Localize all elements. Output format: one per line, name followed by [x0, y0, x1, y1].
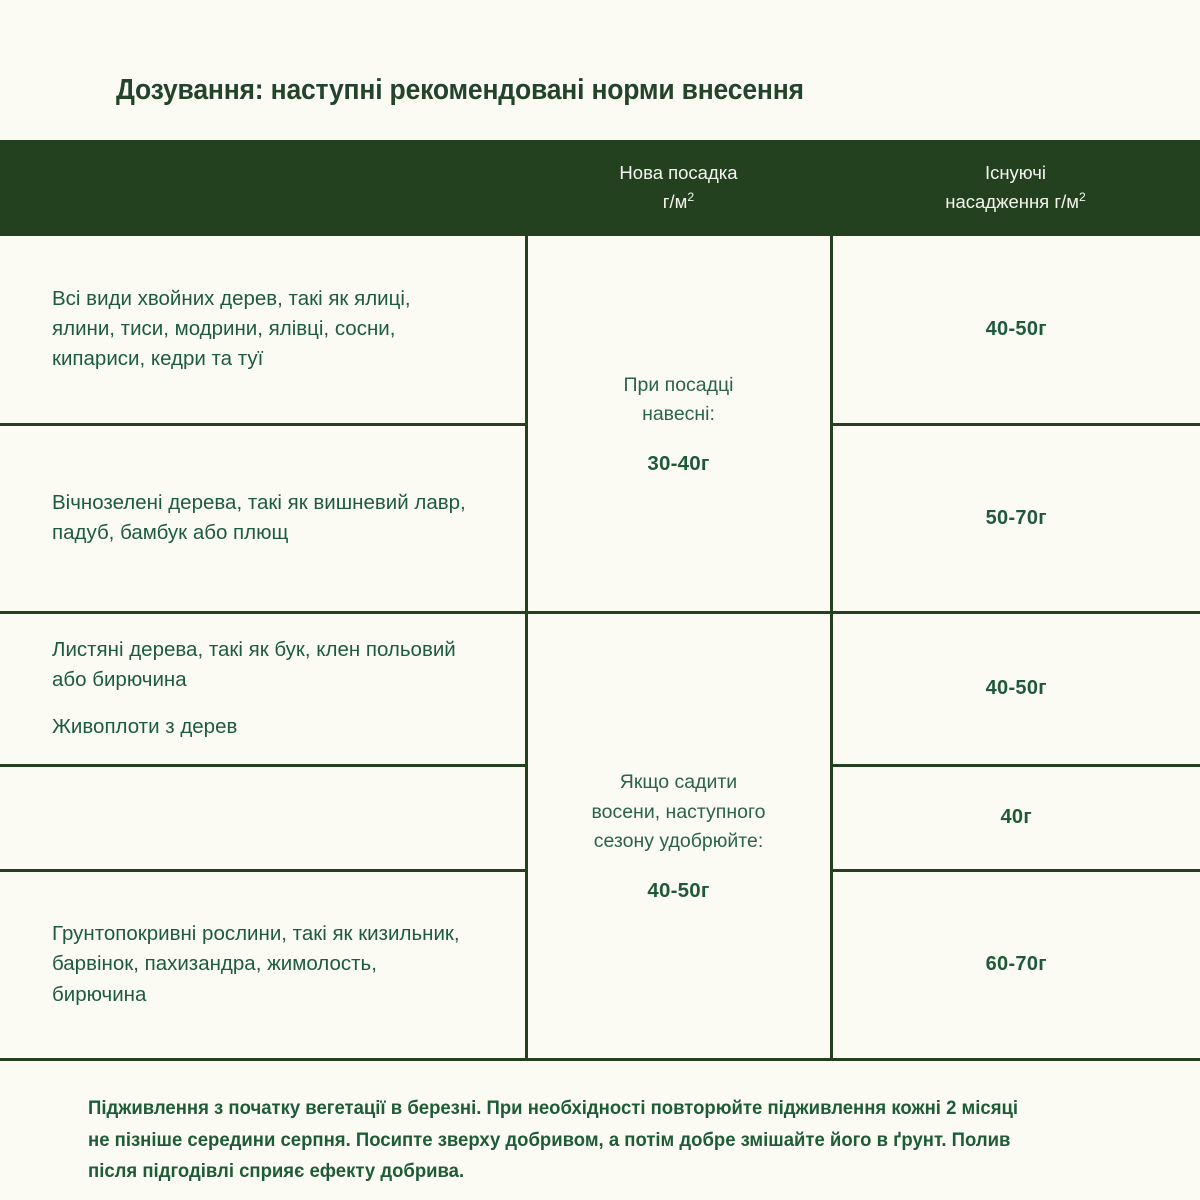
- new-planting-cell-spring: [526, 236, 831, 612]
- existing-value-groundcover: 60-70г: [831, 870, 1200, 1059]
- new-planting-value: 30-40г: [647, 451, 710, 475]
- existing-value-deciduous: 40-50г: [831, 612, 1200, 765]
- column-header-new-planting-unit: $г/м^2$: [662, 189, 695, 212]
- category-text-secondary: Живоплоти з дерев: [52, 714, 238, 738]
- table-row: [0, 612, 1200, 765]
- category-text: Вічнозелені дерева, такі як вишневий лавр, падуб, бамбук або плющ: [52, 490, 466, 544]
- new-planting-note: При посадці навесні:: [623, 373, 734, 426]
- category-text: Листяні дерева, такі як бук, клен польовий або бирючина: [52, 638, 456, 692]
- square-meter-superscript: 2: [1078, 189, 1086, 204]
- table-body: [0, 236, 1200, 1059]
- column-header-existing-plantings: [831, 140, 1200, 236]
- column-header-existing-unit: насадження $г/м^2$: [945, 189, 1086, 212]
- new-planting-value: 40-50г: [647, 878, 710, 902]
- category-cell-evergreens: [0, 424, 526, 612]
- square-meter-superscript: 2: [687, 189, 695, 204]
- column-header-existing-title: Існуючі: [984, 162, 1047, 184]
- category-text: Всі види хвойних дерев, такі як ялиці, ялини, тиси, модрини, ялівці, сосни, кипариси, кедри та туї: [52, 287, 411, 371]
- category-cell-deciduous: [0, 612, 526, 765]
- new-planting-cell-autumn: [526, 612, 831, 1059]
- existing-value-conifers: 40-50г: [831, 236, 1200, 424]
- dosage-table: [0, 140, 1200, 1061]
- existing-value-hedges: 40г: [831, 765, 1200, 870]
- table-header-row: [0, 140, 1200, 236]
- page-title-line-1: Дозування: наступні рекомендовані норми внесення: [116, 74, 804, 107]
- table-row: [0, 236, 1200, 424]
- category-cell-conifers: [0, 236, 526, 424]
- table-header: [0, 140, 1200, 236]
- category-cell-blank: [0, 765, 526, 870]
- category-text: Грунтопокривні рослини, такі як кизильник, барвінок, пахизандра, жимолость, бирючина: [52, 922, 460, 1006]
- existing-value-evergreens: 50-70г: [831, 424, 1200, 612]
- column-header-new-planting-title: Нова посадка: [619, 162, 738, 184]
- column-header-category: [0, 140, 526, 236]
- footer-note: Підживлення з початку вегетації в березні. При необхідності повторюйте підживлення кожні 2 місяці не пізніше середини серпня. Посипте зверху добривом, а потім добре змішайте його в ґрунт. Полив після підгодівлі сприяє ефекту добрива.: [88, 1097, 1019, 1183]
- column-header-new-planting: [526, 140, 831, 236]
- new-planting-note: Якщо садити восени, наступного сезону удобрюйте:: [591, 771, 766, 853]
- category-cell-groundcover: [0, 870, 526, 1059]
